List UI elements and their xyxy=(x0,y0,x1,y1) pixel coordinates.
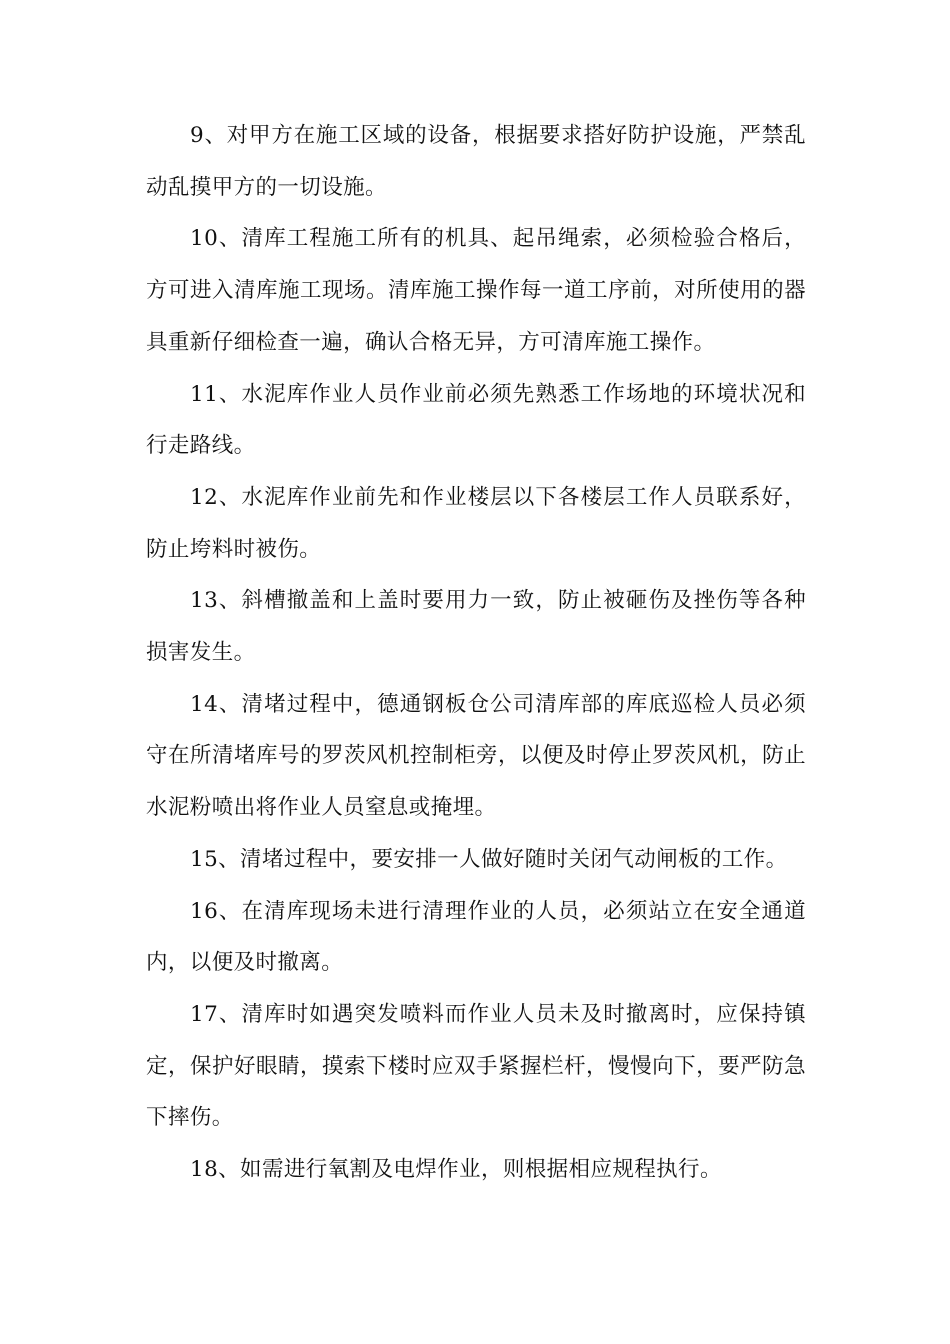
paragraph-item-17: 17、清库时如遇突发喷料而作业人员未及时撤离时，应保持镇定，保护好眼睛，摸索下楼时应双手紧握栏杆，慢慢向下，要严防急下摔伤。 xyxy=(146,1001,806,1131)
paragraph-item-14: 14、清堵过程中，德通钢板仓公司清库部的库底巡检人员必须守在所清堵库号的罗茨风机控制柜旁，以便及时停止罗茨风机，防止水泥粉喷出将作业人员窒息或掩埋。 xyxy=(146,691,806,821)
paragraph-item-10: 10、清库工程施工所有的机具、起吊绳索，必须检验合格后，方可进入清库施工现场。清库施工操作每一道工序前，对所使用的器具重新仔细检查一遍，确认合格无异，方可清库施工操作。 xyxy=(146,226,806,355)
paragraph-item-11: 11、水泥库作业人员作业前必须先熟悉工作场地的环境状况和行走路线。 xyxy=(146,381,806,459)
paragraph-item-13: 13、斜槽撤盖和上盖时要用力一致，防止被砸伤及挫伤等各种损害发生。 xyxy=(146,588,806,666)
paragraph-item-9: 9、对甲方在施工区域的设备，根据要求搭好防护设施，严禁乱动乱摸甲方的一切设施。 xyxy=(146,123,806,200)
paragraph-item-18: 18、如需进行氧割及电焊作业，则根据相应规程执行。 xyxy=(190,1157,722,1183)
paragraph-item-15: 15、清堵过程中，要安排一人做好随时关闭气动闸板的工作。 xyxy=(190,846,788,872)
paragraph-item-12: 12、水泥库作业前先和作业楼层以下各楼层工作人员联系好，防止垮料时被伤。 xyxy=(146,484,806,562)
paragraph-item-16: 16、在清库现场未进行清理作业的人员，必须站立在安全通道内，以便及时撤离。 xyxy=(146,898,806,976)
document-body xyxy=(146,110,806,1196)
